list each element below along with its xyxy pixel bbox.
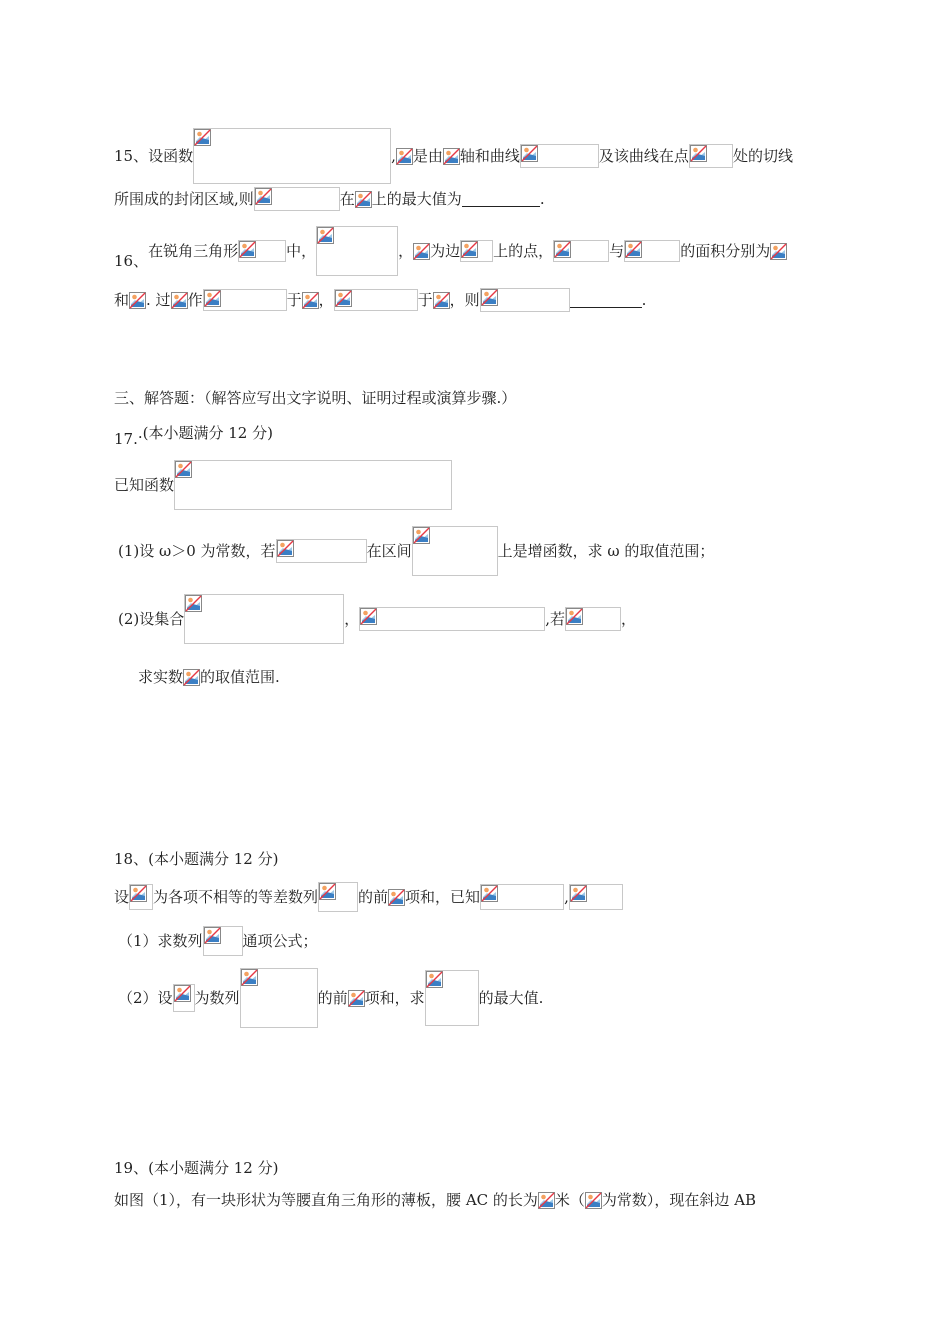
q17-number: 17.	[114, 430, 138, 448]
q16-text-15: .	[641, 291, 647, 309]
formula-image-box	[480, 884, 564, 910]
q16-text-1: 在锐角三角形	[148, 242, 239, 260]
formula-image-box	[254, 187, 340, 211]
q15-number: 15、	[114, 147, 149, 165]
q18-header: 18、(本小题满分 12 分)	[114, 850, 279, 868]
q16-text-8: 和	[114, 291, 130, 309]
q16-number: 16、	[114, 252, 149, 270]
broken-image-icon	[570, 885, 587, 902]
q18-text-3: 的前	[358, 888, 389, 906]
broken-image-icon	[302, 292, 319, 309]
q17-p1-text-b: 在区间	[366, 542, 412, 560]
q15-line-1	[114, 128, 840, 184]
q17-part-2-cont	[138, 666, 840, 687]
broken-image-icon	[388, 889, 405, 906]
q17-p2-text-b: ，	[344, 610, 360, 628]
broken-image-icon	[171, 292, 188, 309]
formula-image-box	[460, 240, 493, 262]
q16-text-12: ，	[318, 291, 334, 309]
q16-line-1	[114, 226, 840, 276]
q16-text-5: 上的点，	[493, 242, 554, 260]
formula-image-box	[689, 144, 733, 168]
formula-image-box	[238, 240, 286, 262]
q18-text-5: ,	[564, 888, 569, 906]
q19-text-3: 为常数），现在斜边 AB	[601, 1191, 757, 1209]
broken-image-icon	[183, 669, 200, 686]
q19-line-1	[114, 1189, 840, 1210]
q15-line-2	[114, 187, 840, 211]
broken-image-icon	[538, 1192, 555, 1209]
formula-image-box	[240, 968, 318, 1028]
formula-image-box	[480, 288, 570, 312]
q16-text-11: 于	[286, 291, 302, 309]
q15-text-9: 上的最大值为	[371, 190, 462, 208]
q17-known-text: 已知函数	[114, 476, 175, 494]
broken-image-icon	[426, 971, 443, 988]
q18-p2-text-d: 项和，求	[364, 989, 425, 1007]
formula-image-box	[193, 128, 391, 184]
broken-image-icon	[770, 243, 787, 260]
broken-image-icon	[461, 241, 478, 258]
broken-image-icon	[317, 227, 334, 244]
q17-p2-text-f: 的取值范围.	[200, 668, 280, 686]
q17-p1-text-c: 上是增函数，求 ω 的取值范围；	[497, 542, 715, 560]
q15-text-8: 在	[339, 190, 355, 208]
q17-p2-text-a: (2)设集合	[118, 610, 185, 628]
q16-text-2: 中，	[286, 242, 317, 260]
q19-header: 19、(本小题满分 12 分)	[114, 1159, 279, 1177]
q15-text-1: 设函数	[148, 147, 194, 165]
q16-text-13: 于	[417, 291, 433, 309]
broken-image-icon	[554, 241, 571, 258]
section-title: 三、解答题：（解答应写出文字说明、证明过程或演算步骤.）	[114, 389, 517, 407]
broken-image-icon	[481, 289, 498, 306]
q15-text-10: .	[539, 190, 545, 208]
formula-image-box	[129, 884, 153, 910]
broken-image-icon	[335, 290, 352, 307]
broken-image-icon	[204, 927, 221, 944]
formula-image-box	[316, 226, 398, 276]
broken-image-icon	[185, 595, 202, 612]
q18-part-1	[118, 926, 840, 956]
broken-image-icon	[585, 1192, 602, 1209]
q16-text-6: 与	[609, 242, 625, 260]
broken-image-icon	[413, 243, 430, 260]
broken-image-icon	[566, 608, 583, 625]
formula-image-box	[174, 460, 452, 510]
q17-p1-text-a: (1)设 ω＞0 为常数，若	[118, 542, 276, 560]
q17-p2-text-c: ,若	[545, 610, 566, 628]
formula-image-box	[425, 970, 479, 1026]
formula-image-box	[184, 594, 344, 644]
broken-image-icon	[625, 241, 642, 258]
q18-text-2: 为各项不相等的等差数列	[153, 888, 319, 906]
formula-image-box	[276, 539, 367, 563]
answer-blank	[570, 293, 642, 308]
broken-image-icon	[175, 461, 192, 478]
formula-image-box	[565, 607, 621, 631]
q17-part-1	[118, 526, 840, 576]
broken-image-icon	[239, 241, 256, 258]
broken-image-icon	[277, 540, 294, 557]
formula-image-box	[203, 926, 243, 956]
formula-image-box	[359, 607, 545, 631]
q16-text-4: 为边	[430, 242, 461, 260]
q18-p1-text-a: （1）求数列	[118, 932, 203, 950]
q18-p1-text-b: 通项公式；	[242, 932, 318, 950]
formula-image-box	[203, 289, 287, 311]
q15-text-4: 轴和曲线	[459, 147, 520, 165]
q17-header-text: .(本小题满分 12 分)	[137, 424, 273, 442]
q15-text-3: 是由	[412, 147, 443, 165]
broken-image-icon	[396, 148, 413, 165]
formula-image-box	[334, 289, 418, 311]
broken-image-icon	[319, 883, 336, 900]
q16-line-2	[114, 288, 840, 312]
q16-text-7: 的面积分别为	[680, 242, 771, 260]
broken-image-icon	[130, 885, 147, 902]
broken-image-icon	[360, 608, 377, 625]
q18-part-2	[118, 968, 840, 1028]
formula-image-box	[553, 240, 609, 262]
broken-image-icon	[129, 292, 146, 309]
q18-text-1: 设	[114, 888, 130, 906]
q18-p2-text-b: 为数列	[194, 989, 240, 1007]
broken-image-icon	[443, 148, 460, 165]
q15-text-6: 处的切线	[732, 147, 793, 165]
q18-text-4: 项和，已知	[405, 888, 481, 906]
q18-p2-text-c: 的前	[317, 989, 348, 1007]
q16-text-14: ，则	[449, 291, 480, 309]
q17-p2-text-e: 求实数	[138, 668, 184, 686]
formula-image-box	[173, 984, 195, 1012]
q18-p2-text-a: （2）设	[118, 989, 173, 1007]
formula-image-box	[520, 144, 599, 168]
q17-header	[114, 422, 840, 448]
broken-image-icon	[204, 290, 221, 307]
formula-image-box	[412, 526, 498, 576]
broken-image-icon	[355, 191, 372, 208]
broken-image-icon	[481, 885, 498, 902]
q18-line-1	[114, 882, 840, 912]
answer-blank	[462, 192, 540, 207]
q15-text-7: 所围成的封闭区域,则	[114, 190, 254, 208]
broken-image-icon	[433, 292, 450, 309]
q17-part-2	[118, 594, 840, 644]
formula-image-box	[624, 240, 680, 262]
broken-image-icon	[521, 145, 538, 162]
broken-image-icon	[255, 188, 272, 205]
formula-image-box	[318, 882, 358, 912]
broken-image-icon	[194, 129, 211, 146]
broken-image-icon	[413, 527, 430, 544]
broken-image-icon	[690, 145, 707, 162]
broken-image-icon	[348, 990, 365, 1007]
q17-p2-text-d: ，	[621, 610, 637, 628]
formula-image-box	[569, 884, 623, 910]
q16-text-3: ，	[398, 242, 414, 260]
q15-text-2: ,	[391, 147, 396, 165]
broken-image-icon	[241, 969, 258, 986]
q19-text-2: 米（	[554, 1191, 585, 1209]
q16-text-9: . 过	[146, 291, 171, 309]
q19-text-1: 如图（1），有一块形状为等腰直角三角形的薄板，腰 AC 的长为	[114, 1191, 538, 1209]
broken-image-icon	[174, 985, 191, 1002]
q16-text-10: 作	[187, 291, 203, 309]
q18-p2-text-e: 的最大值.	[478, 989, 544, 1007]
q15-text-5: 及该曲线在点	[598, 147, 689, 165]
q17-known	[114, 460, 840, 510]
